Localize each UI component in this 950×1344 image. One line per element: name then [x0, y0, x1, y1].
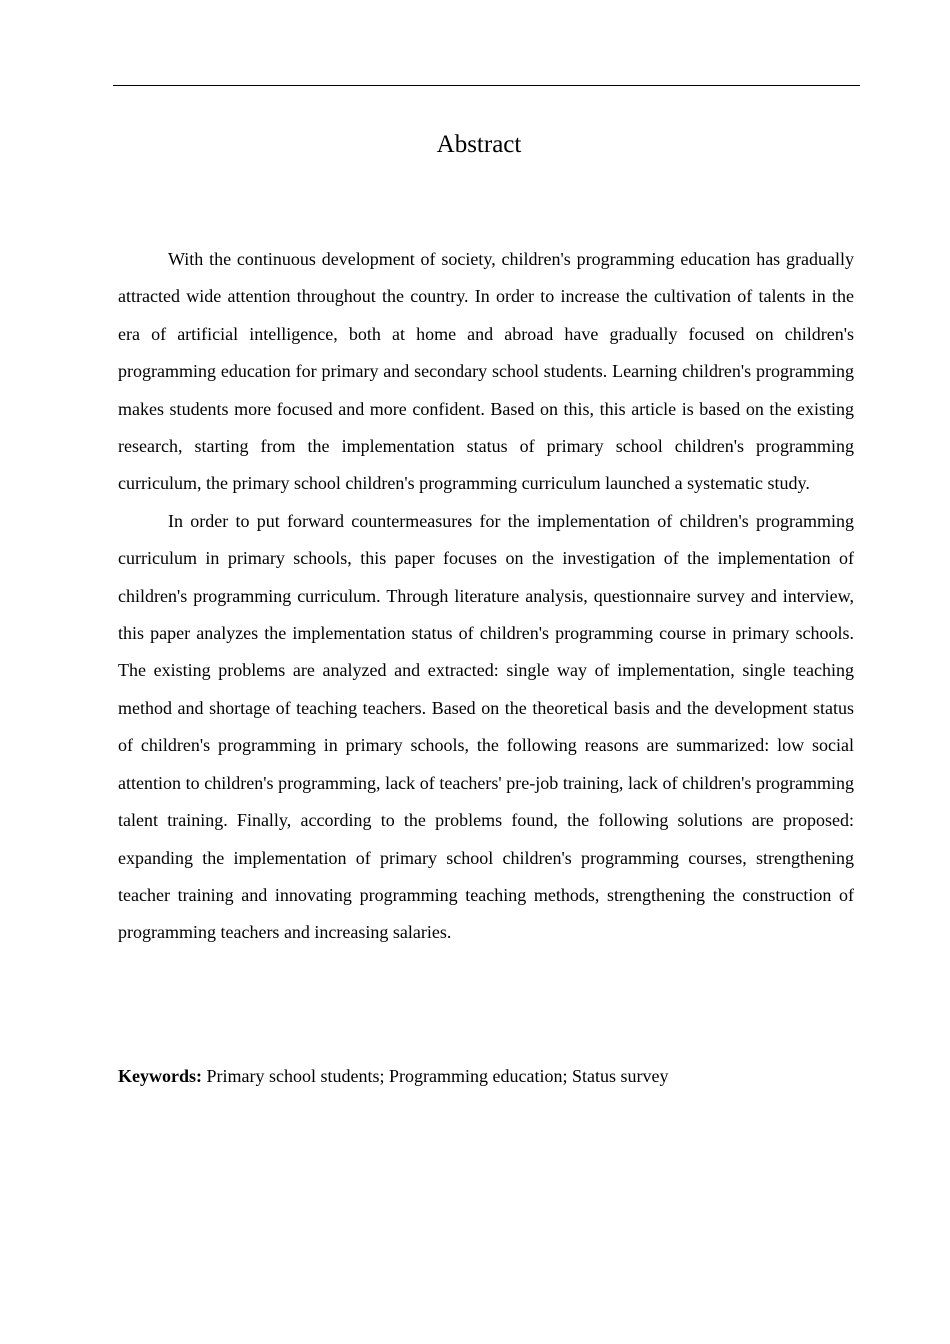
keywords-label: Keywords:: [118, 1066, 202, 1086]
keywords-line: [118, 1060, 854, 1092]
page-title: Abstract: [436, 131, 522, 158]
abstract-paragraph-1: With the continuous development of society, children's programming education has gradually attracted wide attention throughout the country. In order to increase the cultivation of talents in the era of artificial intelligence, both at home and abroad have gradually focused on children's programming education for primary and secondary school students. Learning children's programming makes students more focused and more confident. Based on this, this article is based on the existing research, starting from the implementation status of primary school children's programming curriculum, the primary school children's programming curriculum launched a systematic study.: [118, 249, 854, 494]
abstract-body: [118, 241, 854, 952]
header-rule: [113, 85, 860, 86]
abstract-paragraph-2: In order to put forward countermeasures for the implementation of children's programming curriculum in primary schools, this paper focuses on the investigation of the implementation of children's programming curriculum. Through literature analysis, questionnaire survey and interview, this paper analyzes the implementation status of children's programming course in primary schools. The existing problems are analyzed and extracted: single way of implementation, single teaching method and shortage of teaching teachers. Based on the theoretical basis and the development status of children's programming in primary schools, the following reasons are summarized: low social attention to children's programming, lack of teachers' pre-job training, lack of children's programming talent training. Finally, according to the problems found, the following solutions are proposed: expanding the implementation of primary school children's programming courses, strengthening teacher training and innovating programming teaching methods, strengthening the construction of programming teachers and increasing salaries.: [118, 510, 854, 943]
keywords-value: Primary school students; Programming education; Status survey: [202, 1066, 669, 1086]
